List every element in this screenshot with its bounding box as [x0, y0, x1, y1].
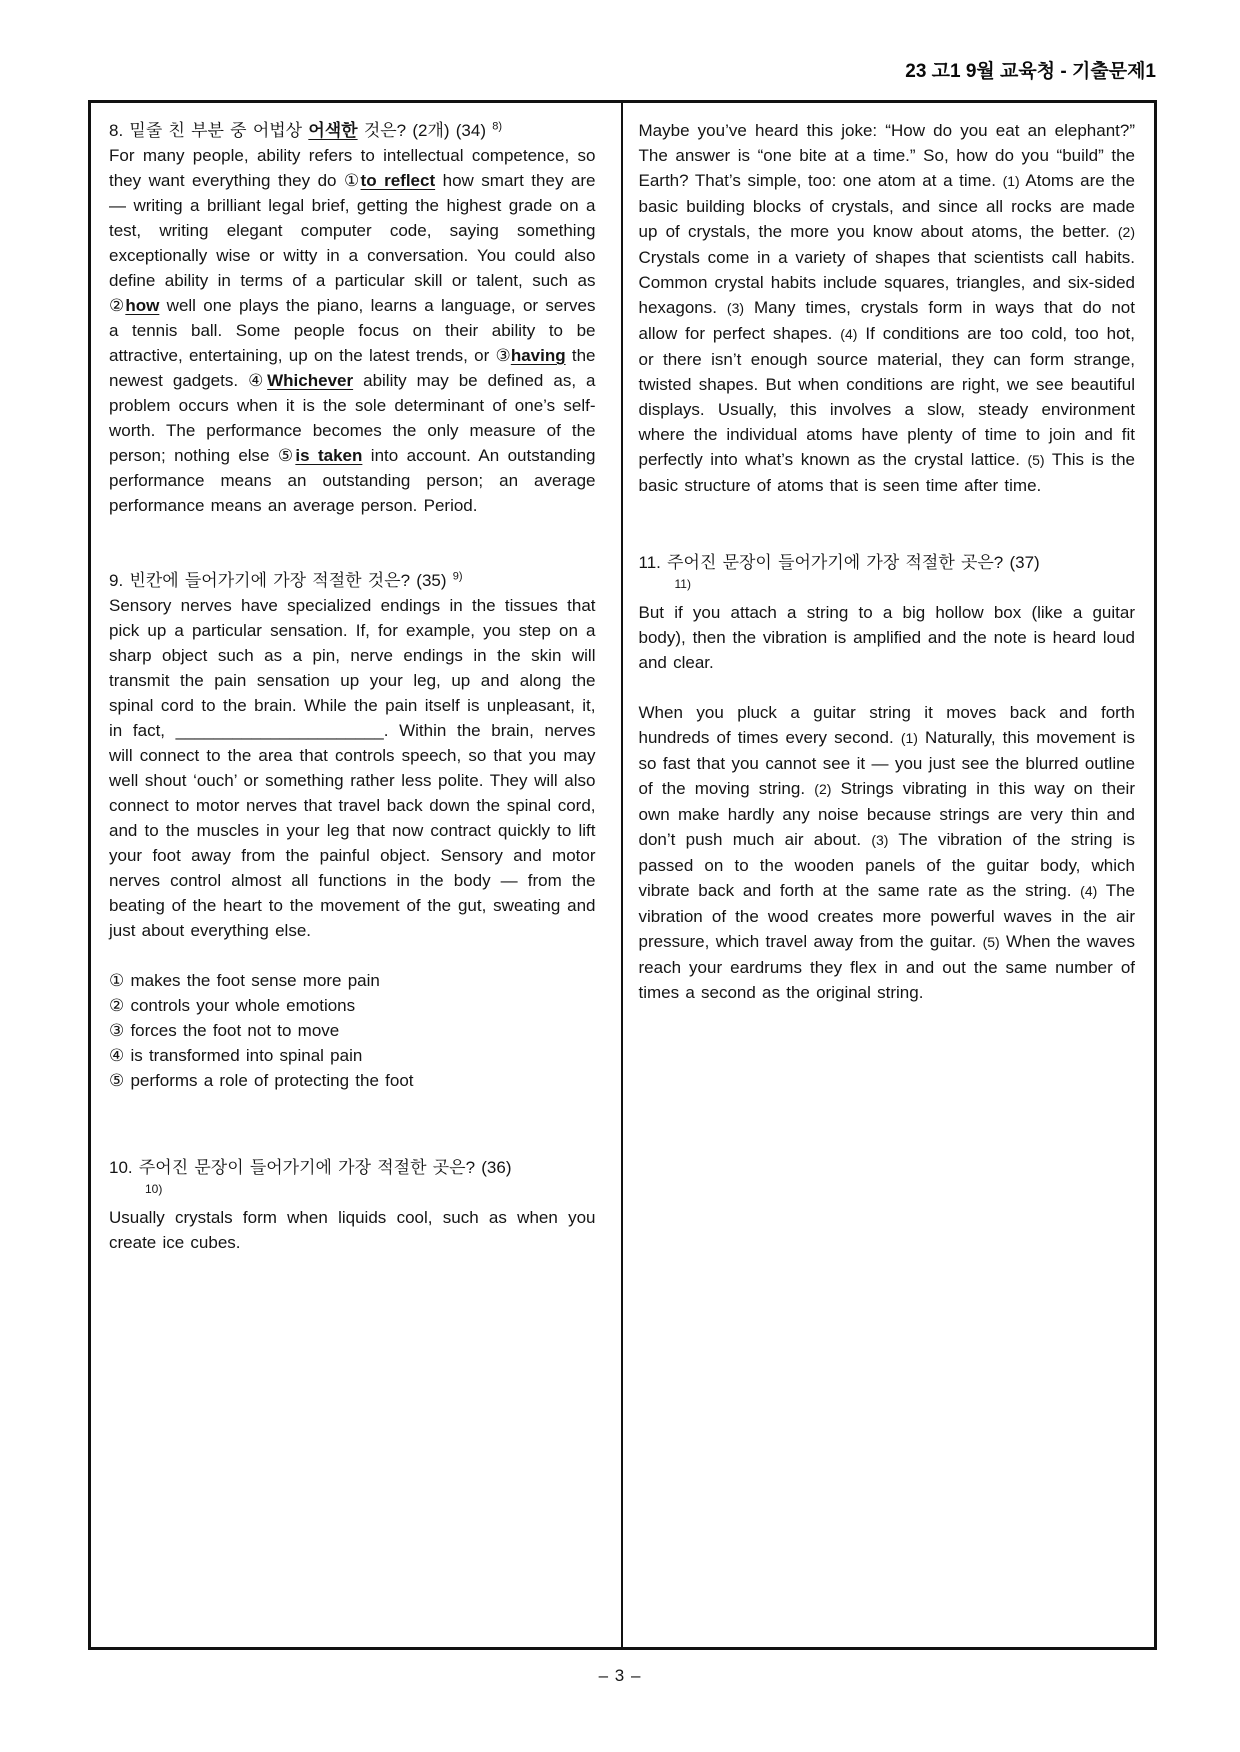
page-header-title: 23 고1 9월 교육청 - 기출문제1: [905, 61, 1156, 82]
right-column: [623, 103, 1155, 1647]
question-11: [639, 550, 1136, 1005]
question-9: [109, 568, 596, 1093]
question-11-main-passage: When you pluck a guitar string it moves back and forth hundreds of times every second. (1) Naturally, this movement is so fast that you cannot see it — you just see the blurred outline of the moving string. (2) Strings vibrating in this way on their own make hardly any noise because strings are very thin and don’t push much air about. (3) The vibration of the string is passed on to the wooden panels of the guitar body, which vibrate back and forth at the same rate as the string. (4) The vibration of the wood creates more powerful waves in the air pressure, which travel away from the guitar. (5) When the waves reach your eardrums they flex in and out the same number of times a second as the original string.: [638, 703, 1135, 1002]
question-9-option-1: ① makes the foot sense more pain: [109, 971, 380, 990]
page-number: – 3 –: [598, 1666, 642, 1685]
question-8: [109, 118, 596, 518]
content-frame: [88, 100, 1157, 1650]
question-10-given-sentence: Usually crystals form when liquids cool, such as when you create ice cubes.: [109, 1208, 596, 1252]
question-11-given-sentence: But if you attach a string to a big hollow box (like a guitar body), then the vibration is amplified and the note is heard loud and clear.: [638, 603, 1135, 672]
question-11-title: 11. 주어진 문장이 들어가기에 가장 적절한 곳은? (37): [638, 553, 1040, 572]
left-column: [91, 103, 623, 1647]
question-10: [109, 1155, 596, 1255]
question-9-options: [109, 968, 596, 1093]
question-10-passage: Maybe you’ve heard this joke: “How do you eat an elephant?” The answer is “one bite at a time.” So, how do you “build” the Earth? That’s simple, too: one atom at a time. (1) Atoms are the basic building blocks of crystals, and since all rocks are made up of crystals, the more you know about atoms, the better. (2) Crystals come in a variety of shapes that scientists call habits. Common crystal habits include squares, triangles, and six-sided hexagons. (3) Many times, crystals form in ways that do not allow for perfect shapes. (4) If conditions are too cold, too hot, or there isn’t enough source material, they can form strange, twisted shapes. But when conditions are right, we see beautiful displays. Usually, this involves a slow, steady environment where the individual atoms have plenty of time to join and fit perfectly into what’s known as the crystal lattice. (5) This is the basic structure of atoms that is seen time after time.: [638, 121, 1136, 495]
question-10-title: 10. 주어진 문장이 들어가기에 가장 적절한 곳은? (36): [109, 1158, 512, 1177]
question-9-option-2: ② controls your whole emotions: [109, 996, 356, 1015]
question-10-footnote-marker: 10): [145, 1182, 163, 1196]
question-9-option-5: ⑤ performs a role of protecting the foot: [109, 1071, 414, 1090]
question-11-footnote-marker: 11): [674, 577, 691, 591]
question-8-passage: For many people, ability refers to intellectual competence, so they want everything they do ①to reflect how smart they are — writing a brilliant legal brief, getting the highest grade on a test, writing elegant computer code, saying something exceptionally wise or witty in a conversation. You could also define ability in terms of a particular skill or talent, such as ②how well one plays the piano, learns a language, or serves a tennis ball. Some people focus on their ability to be attractive, entertaining, up on the latest trends, or ③having the newest gadgets. ④Whichever ability may be defined as, a problem occurs when it is the sole determinant of one’s self-worth. The performance becomes the only measure of the person; nothing else ⑤is taken into account. An outstanding performance means an outstanding person; an average performance means an average person. Period.: [109, 146, 596, 515]
question-9-title: 9. 빈칸에 들어가기에 가장 적절한 것은? (35) $^{9)}$: [109, 570, 463, 590]
question-9-option-3: ③ forces the foot not to move: [109, 1021, 340, 1040]
question-8-title: 8. 밑줄 친 부분 중 어법상 어색한 것은? (2개) (34) $^{8)}$: [109, 120, 503, 140]
question-9-option-4: ④ is transformed into spinal pain: [109, 1046, 363, 1065]
question-9-passage: Sensory nerves have specialized endings in the tissues that pick up a particular sensation. If, for example, you step on a sharp object such as a pin, nerve endings in the skin will transmit the pain sensation up your leg, up and along the spinal cord to the brain. While the pain itself is unpleasant, it, in fact, ______________________. Within the brain, nerves will connect to the area that controls speech, so that you may well shout ‘ouch’ or something rather less polite. They will also connect to motor nerves that travel back down the spinal cord, and to the muscles in your leg that now contract quickly to lift your foot away from the painful object. Sensory and motor nerves control almost all functions in the body — from the beating of the heart to the movement of the gut, sweating and just about everything else.: [109, 596, 596, 940]
